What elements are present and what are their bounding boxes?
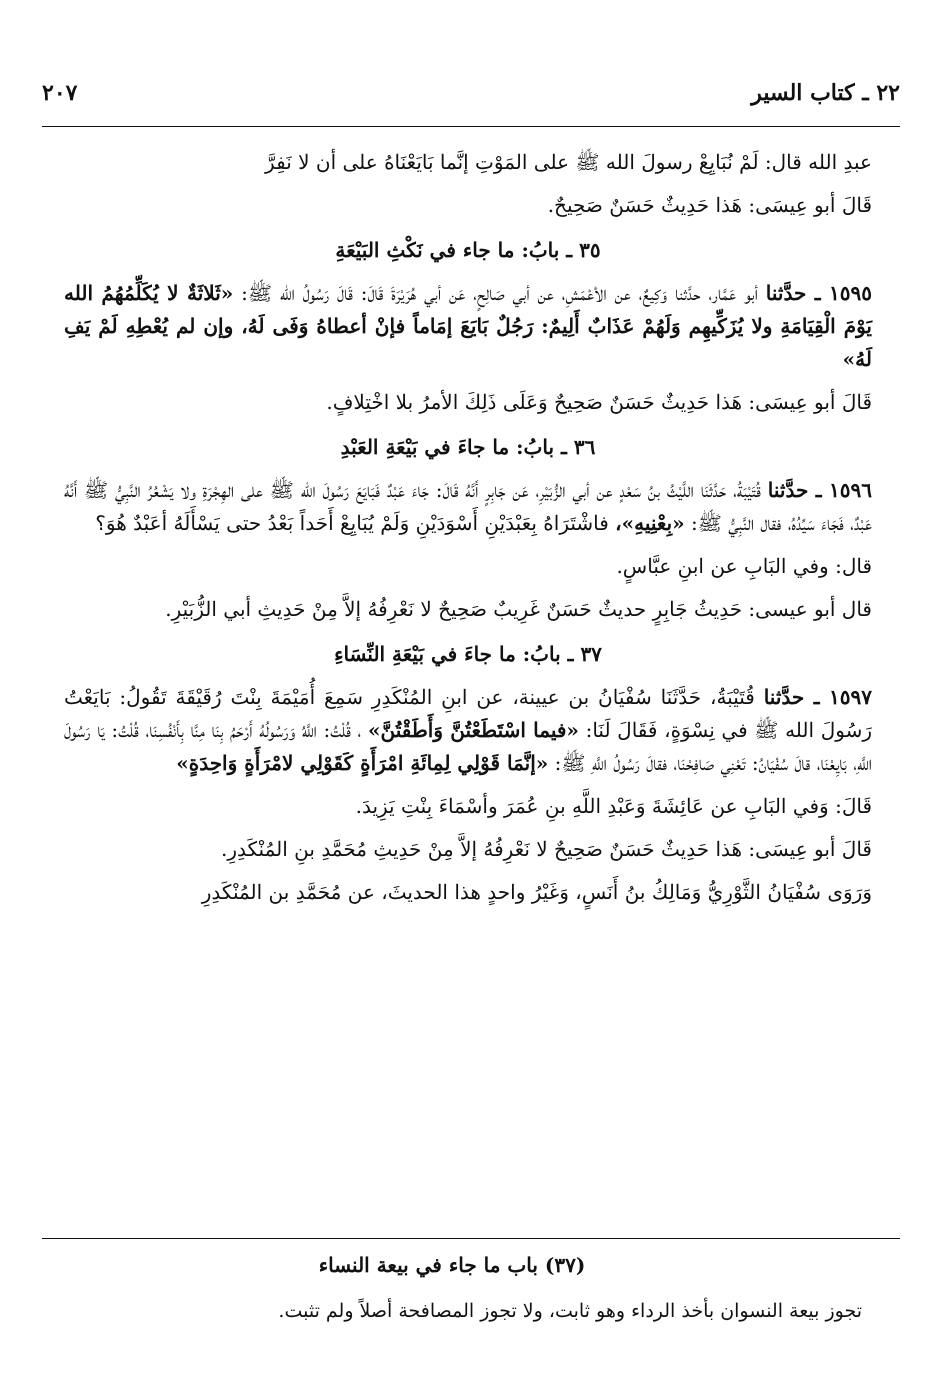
footnote-title: (٣٧) باب ما جاء في بيعة النساء	[318, 1253, 586, 1277]
isnad-text: أبو عَمَّار، حدَّثنا وَكِيعٌ، عن الأعْمَشِ، عن أبي صَالِحٍ، عَن أبي هُرَيْرَةَ قَالَ: قَالَ رَسُولُ الله ﷺ:	[241, 281, 758, 305]
narration-text: فاشْتَرَاهُ بِعَبْدَيْنِ أَسْوَدَيْنِ وَلَمْ يُبَايِعْ أَحَداً بَعْدُ حتى يَسْأَلَهُ أعَبْدٌ هُوَ؟	[95, 511, 609, 535]
narration-text: ، قُلْتُ: اللَّهُ وَرَسُولُهُ أَرْحَمُ بِنَا مِنَّا بِأَنْفُسِنَا، قُلْتُ: يَا رَسُولَ اللَّهِ، بَايِعْنَا، قالَ سُفْيَانُ: تَعْنِي صَافِحْنَا، فقالَ رَسُولُ اللَّهِ ﷺ:	[64, 718, 872, 775]
hadith-1596	[64, 474, 872, 540]
paragraph: قَالَ أبو عِيسَى: هَذا حَدِيثٌ حَسَنٌ صَحِيحٌ.	[547, 193, 872, 217]
chapter-heading-37: ٣٧ ـ بابُ: ما جاءَ في بَيْعَةِ النِّسَاءِ	[334, 642, 602, 666]
isnad-text: قُتَيْبَةُ، حَدَّثَنَا سُفْيَانُ بن عيينة، عن ابنِ المُنْكَدِرِ سَمِعَ أُمَيْمَةَ بِنْتَ رُقَيْقَةَ تَقُولُ: بَايَعْتُ رَسُولَ الله ﷺ في نِسْوَةٍ، فَقَالَ لَنَا:	[64, 685, 872, 742]
paragraph: قال أبو عيسى: حَدِيثُ جَابِرٍ حديثٌ حَسَنٌ غَرِيبٌ صَحِيحٌ لا نَعْرِفُهُ إلاَّ مِنْ حَدِيثِ أبي الزُّبَيْرِ.	[165, 597, 872, 621]
page-header	[42, 80, 900, 120]
footnote-rule	[42, 1238, 900, 1239]
hadith-1597	[64, 681, 872, 780]
paragraph: قال: وفي البَابِ عن ابنِ عبَّاسٍ.	[616, 554, 872, 578]
running-title: ٢٢ ـ كتاب السير	[751, 80, 900, 106]
hadith-number: ١٥٩٧ ـ حدَّثنا	[763, 685, 873, 709]
paragraph: وَرَوَى سُفْيَانُ الثَّوْرِيُّ وَمَالِكُ بنُ أَنَسٍ، وَغَيْرُ واحدٍ هذا الحديثَ، عن مُحَمَّدِ بن المُنْكَدِرِ	[201, 880, 872, 904]
chapter-heading-35: ٣٥ ـ بابُ: ما جاء في نَكْثِ البَيْعَةِ	[335, 238, 601, 262]
footnote-text: تجوز بيعة النسوان بأخذ الرداء وهو ثابت، ولا تجوز المصافحة أصلاً ولم تثبت.	[278, 1300, 862, 1322]
paragraph: قَالَ أبو عِيسَى: هَذا حَدِيثٌ حَسَنٌ صَحِيحٌ لا نَعْرِفُهُ إلاَّ مِنْ حَدِيثِ مُحَمَّدِ بنِ المُنْكَدِرِ.	[221, 837, 872, 861]
hadith-number: ١٥٩٦ ـ حدَّثنا	[767, 478, 873, 502]
matn-text: «إنَّمَا قَوْلِي لِمِائَةِ امْرَأَةٍ كَقَوْلِي لامْرَأَةٍ وَاحِدَةٍ»	[176, 751, 549, 775]
paragraph: قَالَ أبو عِيسَى: هَذا حَدِيثٌ حَسَنٌ صَحِيحٌ وَعَلَى ذَلِكَ الأمرُ بلا اخْتِلافٍ.	[326, 390, 872, 414]
matn-text: «ثَلاثَةٌ لا يُكَلِّمُهُمُ الله يَوْمَ الْقِيَامَةِ ولا يُزَكِّيهِم وَلَهُمْ عَذَابٌ أَلِيمٌ: رَجُلٌ بَايَعَ إمَاماً فإنْ أعطاهُ وَفَى لَهُ، وإن لم يُعْطِهِ لَمْ يَفِ لَهُ»	[64, 281, 872, 371]
header-rule	[42, 126, 900, 127]
isnad-text: قُتَيْبَةُ، حَدَّثَنَا اللَّيْثُ بنُ سَعْدٍ عن أبي الزُّبَيْرِ، عَن جَابِرٍ أَنَّهُ قَالَ: جَاءَ عَبْدٌ فَبَايَعَ رَسُولَ الله ﷺ على الهِجْرَةِ ولا يَشْعُرُ النَّبِيُّ ﷺ أَنَّهُ عَبْدٌ، فَجَاءَ سَيِّدُهُ، فقال النَّبِيُّ ﷺ:	[64, 478, 872, 535]
page-number: ٢٠٧	[42, 80, 78, 106]
hadith-1595	[64, 277, 872, 376]
footnote	[42, 1250, 862, 1326]
paragraph: قَالَ: وَفي البَابِ عن عَائِشَةَ وَعَبْدِ اللَّهِ بنِ عُمَرَ وأسْمَاءَ بِنْتِ يَزِيدَ.	[355, 794, 872, 818]
main-text	[64, 146, 872, 919]
chapter-heading-36: ٣٦ ـ بابُ: ما جاءَ في بَيْعَةِ العَبْدِ	[340, 435, 596, 459]
matn-text: «فيما اسْتَطَعْتُنَّ وَأَطَقْتُنَّ»	[368, 718, 579, 742]
matn-text: «بِعْنِيهِ»،	[615, 511, 685, 535]
hadith-number: ١٥٩٥ ـ حدَّثنا	[765, 281, 873, 305]
paragraph: عبدِ الله قال: لَمْ نُبَايِعْ رسولَ الله ﷺ على المَوْتِ إنَّما بَايَعْنَاهُ على أن لا نَفِرَّ	[265, 150, 872, 174]
